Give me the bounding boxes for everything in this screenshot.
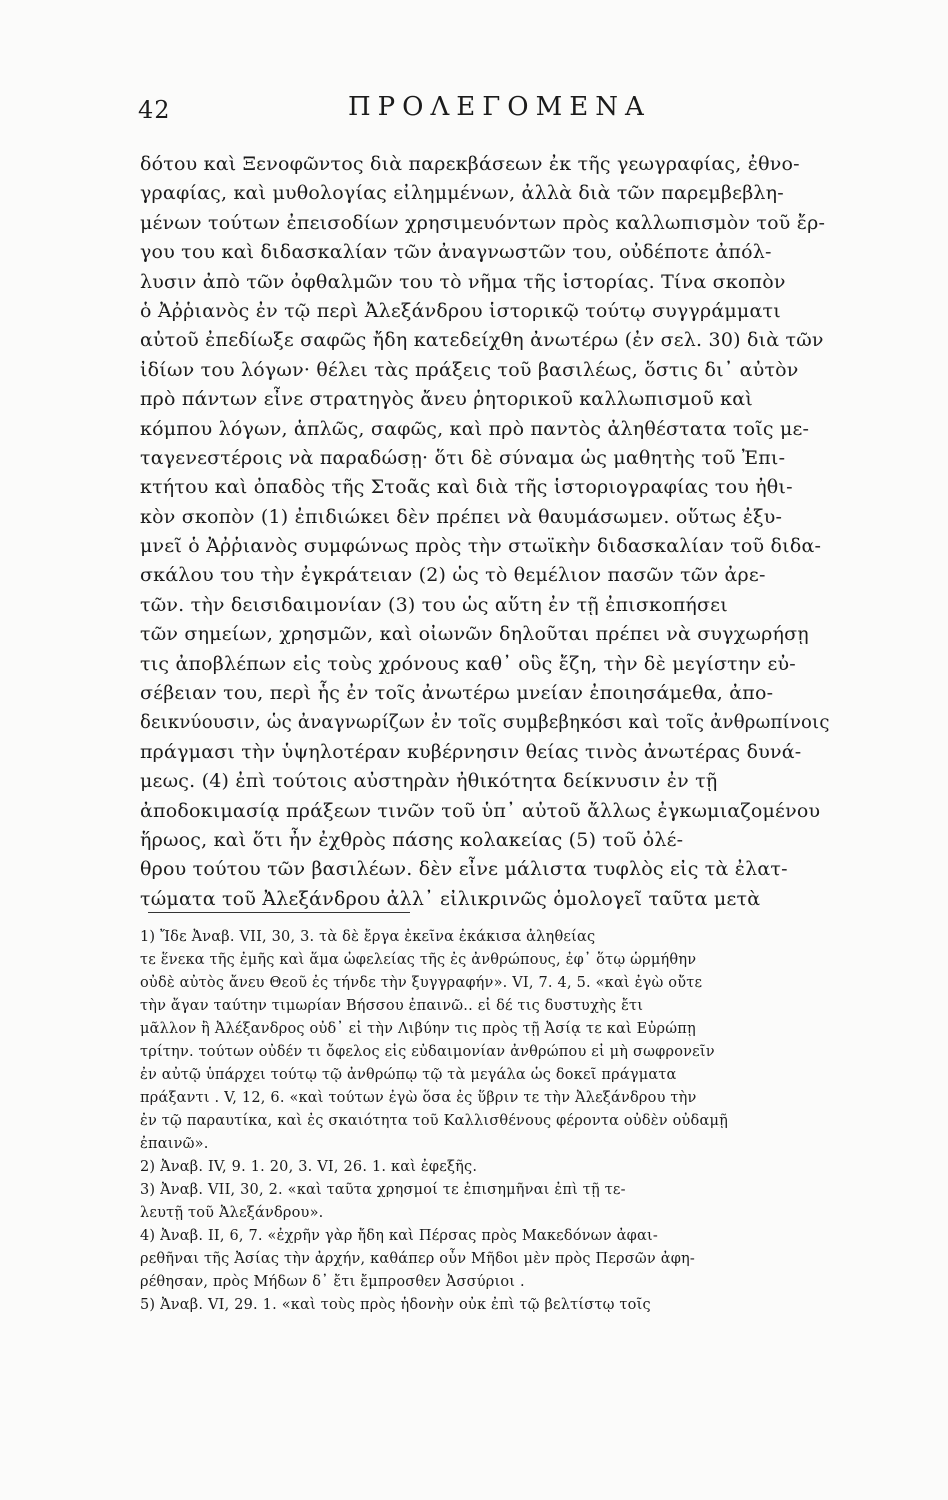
text-line: ἰδίων του λόγων· θέλει τὰς πράξεις τοῦ βασιλέως, ὅστις δι᾽ αὐτὸν	[140, 358, 799, 381]
text-line: ταγενεστέροις νὰ παραδώσῃ· ὅτι δὲ σύναμα ὡς μαθητὴς τοῦ Ἐπι-	[140, 446, 786, 469]
footnote-line: τρίτην. τούτων οὐδέν τι ὄφελος εἰς εὐδαιμονίαν ἀνθρώπου εἰ μὴ σωφρονεῖν	[140, 1044, 715, 1060]
footnotes-block	[140, 926, 835, 1317]
footnote-line: ρεθῆναι τῆς Ἀσίας τὴν ἀρχήν, καθάπερ οὖν Μῆδοι μὲν πρὸς Περσῶν ἀφη-	[140, 1251, 696, 1267]
footnote-line: ἐπαινῶ».	[140, 1136, 209, 1152]
footnote-line: ἐν αὐτῷ ὑπάρχει τούτῳ τῷ ἀνθρώπῳ τῷ τὰ μεγάλα ὡς δοκεῖ πράγματα	[140, 1067, 677, 1083]
footnote-line: ρέθησαν, πρὸς Μήδων δ᾽ ἔτι ἔμπροσθεν Ἀσσύριοι .	[140, 1274, 525, 1290]
text-line: πρὸ πάντων εἶνε στρατηγὸς ἄνευ ῥητορικοῦ καλλωπισμοῦ καὶ	[140, 388, 753, 411]
footnote-separator	[148, 912, 410, 913]
text-line: σκάλου του τὴν ἐγκράτειαν (2) ὡς τὸ θεμέλιον πασῶν τῶν ἀρε-	[140, 564, 766, 587]
footnote-line: 3) Ἀναβ. VII, 30, 2. «καὶ ταῦτα χρησμοί τε ἐπισημῆναι ἐπὶ τῇ τε-	[140, 1182, 626, 1198]
text-line: τῶν. τὴν δεισιδαιμονίαν (3) του ὡς αὕτη ἐν τῇ ἐπισκοπήσει	[140, 593, 728, 616]
text-line: μνεῖ ὁ Ἀῤῥιανὸς συμφώνως πρὸς τὴν στωϊκὴν διδασκαλίαν τοῦ διδα-	[140, 535, 822, 558]
text-line: θρου τούτου τῶν βασιλέων. δὲν εἶνε μάλιστα τυφλὸς εἰς τὰ ἐλατ-	[140, 858, 788, 881]
footnote-line: τε ἕνεκα τῆς ἐμῆς καὶ ἅμα ὠφελείας τῆς ἐς ἀνθρώπους, ἐφ᾽ ὅτῳ ὡρμήθην	[140, 952, 697, 968]
footnote-line: λευτῇ τοῦ Ἀλεξάνδρου».	[140, 1205, 324, 1221]
text-line: πράγμασι τὴν ὑψηλοτέραν κυβέρνησιν θείας τινὸς ἀνωτέρας δυνά-	[140, 740, 802, 763]
text-line: γου του καὶ διδασκαλίαν τῶν ἀναγνωστῶν του, οὐδέποτε ἀπόλ-	[140, 241, 772, 264]
text-line: τώματα τοῦ Ἀλεξάνδρου ἀλλ᾽ εἰλικρινῶς ὁμολογεῖ ταῦτα μετὰ	[140, 887, 761, 910]
text-line: ἥρωος, καὶ ὅτι ἦν ἐχθρὸς πάσης κολακείας (5) τοῦ ὀλέ-	[140, 828, 684, 851]
footnote-line: 5) Ἀναβ. VI, 29. 1. «καὶ τοὺς πρὸς ἡδονὴν οὐκ ἐπὶ τῷ βελτίστῳ τοῖς	[140, 1297, 651, 1313]
footnote-line: ἐν τῷ παραυτίκα, καὶ ἐς σκαιότητα τοῦ Καλλισθένους φέροντα οὐδὲν οὐδαμῇ	[140, 1113, 728, 1129]
footnote-line: οὐδὲ αὐτὸς ἄνευ Θεοῦ ἐς τήνδε τὴν ξυγγραφήν». VI, 7. 4, 5. «καὶ ἐγὼ οὔτε	[140, 975, 703, 991]
text-line: ὁ Ἀῤῥιανὸς ἐν τῷ περὶ Ἀλεξάνδρου ἱστορικῷ τούτῳ συγγράμματι	[140, 299, 781, 322]
text-line: τῶν σημείων, χρησμῶν, καὶ οἰωνῶν δηλοῦται πρέπει νὰ συγχωρήσῃ	[140, 623, 809, 646]
page-number: 42	[138, 96, 171, 124]
footnote-line: μᾶλλον ἢ Ἀλέξανδρος οὐδ᾽ εἰ τὴν Λιβύην τις πρὸς τῇ Ἀσίᾳ τε καὶ Εὐρώπῃ	[140, 1021, 696, 1037]
footnote-line: τὴν ἄγαν ταύτην τιμωρίαν Βήσσου ἐπαινῶ.. εἰ δέ τις δυστυχὴς ἔτι	[140, 998, 644, 1014]
footnote-line: 2) Ἀναβ. IV, 9. 1. 20, 3. VI, 26. 1. καὶ ἐφεξῆς.	[140, 1159, 478, 1175]
text-line: τις ἀποβλέπων εἰς τοὺς χρόνους καθ᾽ οὓς ἔζη, τὴν δὲ μεγίστην εὐ-	[140, 652, 796, 675]
text-line: δότου καὶ Ξενοφῶντος διὰ παρεκβάσεων ἐκ τῆς γεωγραφίας, ἐθνο-	[140, 153, 800, 175]
running-title: ΠΡΟΛΕΓΟΜΕΝΑ	[348, 92, 651, 122]
text-line: μεως. (4) ἐπὶ τούτοις αὐστηρὰν ἠθικότητα δείκνυσιν ἐν τῇ	[140, 770, 718, 793]
footnote-line: πράξαντι . V, 12, 6. «καὶ τούτων ἐγὼ ὅσα ἐς ὕβριν τε τὴν Ἀλεξάνδρου τὴν	[140, 1090, 697, 1106]
text-line: λυσιν ἀπὸ τῶν ὀφθαλμῶν του τὸ νῆμα τῆς ἱστορίας. Τίνα σκοπὸν	[140, 270, 786, 293]
text-line: κτήτου καὶ ὀπαδὸς τῆς Στοᾶς καὶ διὰ τῆς ἱστοριογραφίας του ἠθι-	[140, 476, 793, 499]
text-line: ἀποδοκιμασίᾳ πράξεων τινῶν τοῦ ὑπ᾽ αὐτοῦ ἄλλως ἐγκωμιαζομένου	[140, 799, 821, 822]
text-line: σέβειαν του, περὶ ἧς ἐν τοῖς ἀνωτέρω μνείαν ἐποιησάμεθα, ἀπο-	[140, 682, 774, 705]
text-line: μένων τούτων ἐπεισοδίων χρησιμευόντων πρὸς καλλωπισμὸν τοῦ ἔρ-	[140, 211, 826, 234]
footnote-line: 4) Ἀναβ. II, 6, 7. «ἐχρῆν γὰρ ἤδη καὶ Πέρσας πρὸς Μακεδόνων ἀφαι-	[140, 1228, 658, 1244]
main-text-block	[140, 150, 830, 914]
page-header	[138, 92, 838, 132]
footnote-line: 1) Ἴδε Ἀναβ. VII, 30, 3. τὰ δὲ ἔργα ἐκεῖνα ἐκάκισα ἀληθείας	[140, 929, 596, 945]
text-line: δεικνύουσιν, ὡς ἀναγνωρίζων ἐν τοῖς συμβεβηκόσι καὶ τοῖς ἀνθρωπίνοις	[140, 711, 830, 734]
text-line: γραφίας, καὶ μυθολογίας εἰλημμένων, ἀλλὰ διὰ τῶν παρεμβεβλη-	[140, 182, 784, 205]
text-line: αὐτοῦ ἐπεδίωξε σαφῶς ἤδη κατεδείχθη ἀνωτέρω (ἐν σελ. 30) διὰ τῶν	[140, 329, 824, 352]
text-line: κόμπου λόγων, ἁπλῶς, σαφῶς, καὶ πρὸ παντὸς ἀληθέστατα τοῖς με-	[140, 417, 810, 440]
text-line: κὸν σκοπὸν (1) ἐπιδιώκει δὲν πρέπει νὰ θαυμάσωμεν. οὕτως ἐξυ-	[140, 505, 783, 528]
